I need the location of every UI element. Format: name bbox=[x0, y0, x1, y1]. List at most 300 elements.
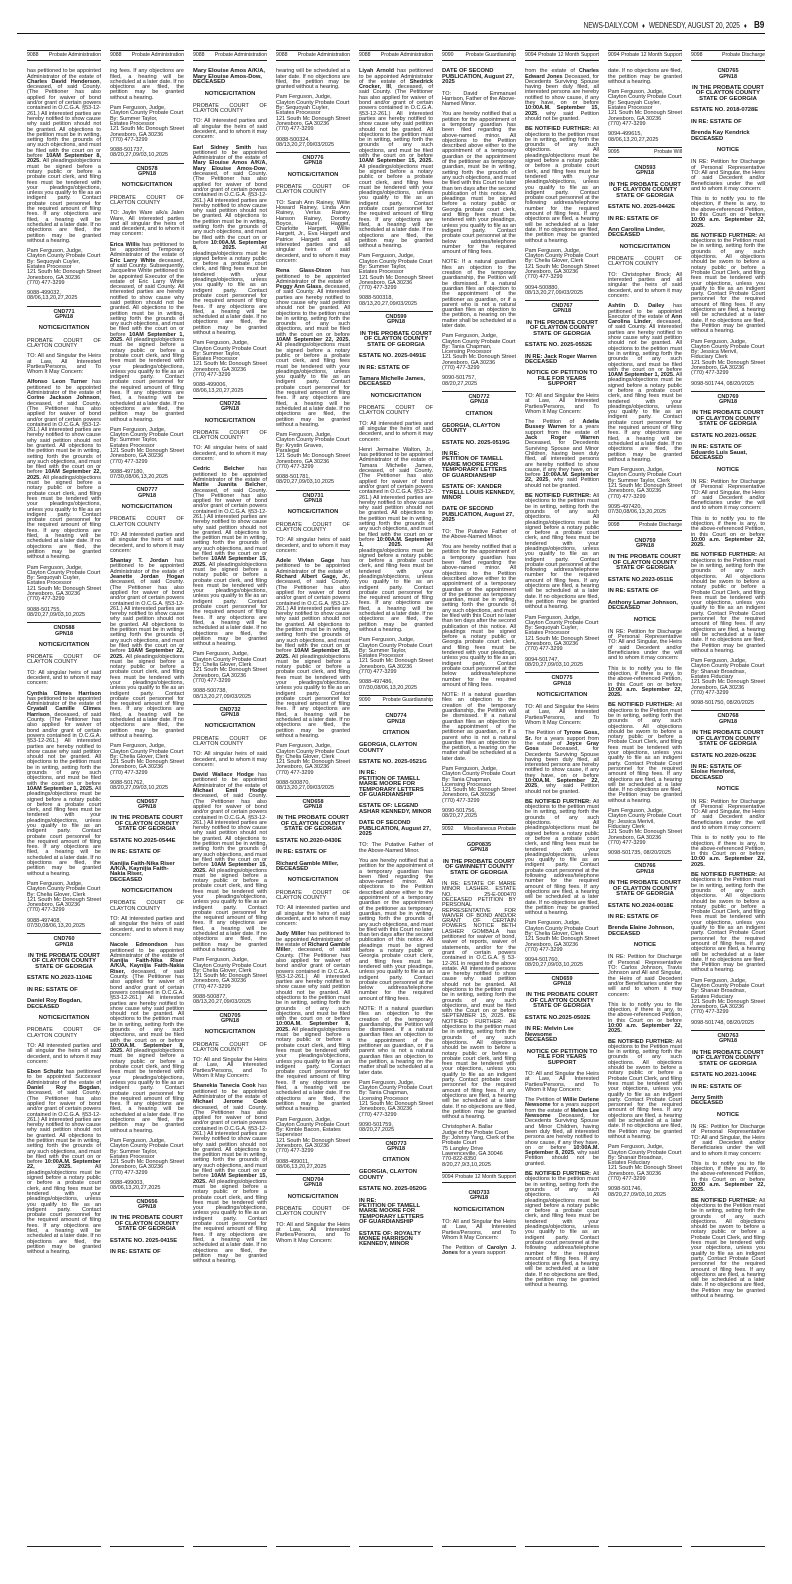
notice-paragraph bbox=[442, 1246, 516, 1257]
ad-number: 9094-501747, 08/20,27,09/03,10,2025 bbox=[525, 656, 584, 668]
notice-bold-heading: ESTATE NO.2023-1104E bbox=[27, 975, 93, 982]
notice-paragraph: PROBATE COURT OF CLAYTON COUNTY bbox=[193, 1041, 267, 1053]
notice-paragraph: TO: David Emmanuel Harrison, Father of the Above-Named Minor. bbox=[442, 90, 516, 108]
text-run: GPN18 bbox=[718, 1038, 738, 1045]
notice-paragraph: You are hereby notified that a petition for the appointment of a temporary guardian has been filed regarding the above-named minor. All objections to the Petition described above either to the appointment of a temporary guardian or the appointment of the petitioner as temporary guardian, must be in writing, setting forth the grounds of any such objections, and must be filed with this Court no later than ten days after the second publication of this notice. All pleadings must be signed before a notary public or Georgia probate court clerk, and filing fees must be tendered with your pleadings, unless you qualify to file as an indigent party. Contact probate court personnel at the below address/telephone number for the required amount of filing fees. bbox=[442, 111, 516, 256]
emphasized-text: Jeanette Jordan Hogan bbox=[110, 574, 184, 581]
emphasized-text: Kanijia Faith-Nika Riser A/K/A, Kaynijia Faith-Nakia Riser, bbox=[110, 958, 184, 975]
notice-code bbox=[525, 676, 599, 687]
emphasized-text: BE NOTIFIED FURTHER: bbox=[691, 232, 757, 239]
notice-signature bbox=[525, 921, 599, 953]
section-header bbox=[608, 147, 682, 158]
text-run: (The Petitioner has also applied for waiver of bond and/or grant of certain powers contained in O.C.G.A. §53-12-261.) All interested parties are hereby notified to show cause why said petition should not be granted. All objections to the petition must be in writing, setting forth the grounds of any such objections, and must be filed with the court on or before bbox=[276, 584, 350, 655]
text-run: By: Shanair Broadnax, Estates Fiduciary bbox=[691, 668, 747, 680]
text-run: CND732 bbox=[219, 706, 241, 713]
emphasized-text: Nacole Edmondson bbox=[110, 942, 168, 949]
notice-divider bbox=[525, 300, 599, 301]
text-run: Pam Ferguson, Judge, Clayton County Probate Court bbox=[608, 89, 682, 101]
issue-date: WEDNESDY, AUGUST 20, 2025 bbox=[648, 21, 740, 30]
text-run: By: Summer Taylor, Clerk bbox=[608, 477, 670, 484]
emphasized-text: 10:00A.M. September 1, 2025. bbox=[359, 536, 433, 549]
text-run: CND773 bbox=[385, 1140, 407, 1147]
emphasized-text: 10:00 a.m. September 22, 2025. bbox=[691, 217, 765, 229]
text-run: 121 South Mc Donough Street Jonesboro, GA 30236 (770) 477-3299 bbox=[691, 359, 765, 377]
text-run: GPN18 bbox=[303, 1182, 323, 1189]
notice-code bbox=[27, 310, 101, 321]
ad-number: 9098-501748, 08/20/2025 bbox=[691, 1019, 755, 1026]
notice-paragraph: TO: The Putative Father of the Above-Named Minor. bbox=[359, 842, 433, 854]
emphasized-text: Alfonso Leon Turner bbox=[27, 379, 88, 386]
emphasized-text: Michael Jerome Cook bbox=[193, 1099, 267, 1106]
emphasized-text: Peggy Ann Glass bbox=[276, 284, 322, 291]
notice-title: NOTICE bbox=[716, 786, 740, 793]
section-label: Probate Administration bbox=[48, 52, 101, 58]
emphasized-text: 10AM September 15, 2025. bbox=[359, 158, 433, 165]
text-run: All pleadings/objections must be signed before a notary public or before a probate court clerk, and filing fees must be tendered with your pleadings/objections, unless you qualify to file as an indigent party. Contact probate court personnel for the required amount of filing fees. If any objections are filed, a hearing will be scheduled at a later date. If no objections are filed, the petition may be granted without a hearing. bbox=[276, 653, 350, 739]
text-run: All pleadings/objections must be signed before a notary public or before a probate court clerk, and filing fees must be tendered with your pleadings/objections, unless you qualify to file as an indigent party. Contact probate court personnel for the required amount of filing fees. If any objections are filed, a hearing will be scheduled at a later date. If no objections are filed, the petition may be granted without a hearing. bbox=[110, 653, 184, 739]
notice-signature bbox=[276, 433, 350, 470]
notice-paragraph bbox=[608, 1040, 682, 1141]
text-run: By: Sequoyah Cuyler, Estates Processor bbox=[276, 105, 329, 117]
notice-bold-heading: ESTATE NO. 2025-0520G bbox=[359, 1186, 427, 1193]
text-run: CND772 bbox=[468, 393, 490, 400]
text-run: This is to notify you to file objection, if there is any, to the above-referenced Petition, in this Court on or before bbox=[691, 835, 765, 858]
notice-title: NOTICE bbox=[716, 1111, 740, 1118]
emphasized-text: Charles David Henderson bbox=[27, 78, 100, 85]
emphasized-text: Mary Elouise Amos A/K/A, Mary Elouise Amos-Dow bbox=[193, 160, 267, 172]
diamond-separator-icon: ♦ bbox=[641, 23, 645, 30]
section-header bbox=[359, 695, 433, 706]
notice-code bbox=[276, 800, 350, 811]
ad-number: 9088-499011, 08/06,13,20,27,2025 bbox=[276, 1158, 327, 1170]
text-run: CND657 bbox=[136, 798, 158, 805]
notice-signature bbox=[110, 744, 184, 776]
notice-bold-heading: GEORGIA, CLAYTON COUNTY bbox=[359, 1169, 417, 1181]
notice-title: NOTICE/CITATION bbox=[204, 90, 256, 97]
text-run: Pam Ferguson, Judge, Clayton County Probate Court bbox=[193, 340, 267, 352]
text-run: Pam Ferguson, Judge, Clayton County Probate Court bbox=[608, 467, 682, 479]
notice-paragraph: PROBATE COURT OF CLAYTON COUNTY bbox=[359, 405, 433, 417]
text-run: GPN18 bbox=[718, 73, 738, 80]
notice-paragraph bbox=[691, 197, 765, 229]
notice-title: NOTICE bbox=[716, 147, 740, 154]
emphasized-text: Shanekia Tanecia Cook bbox=[193, 1083, 256, 1090]
text-run: 121 South Mc Donough Street Jonesboro, GA 30236 (770) 477-3299 bbox=[110, 759, 184, 776]
text-run: , why said Petition should not be granted. bbox=[525, 1150, 599, 1167]
notice-signature bbox=[27, 566, 101, 603]
ad-number: 9088-501737, 08/20,27,09/03,10,2025 bbox=[110, 147, 169, 159]
emphasized-text: 10AM September 1, 2025. bbox=[27, 785, 94, 792]
notice-paragraph: TO: All interested parties and all singular the heirs of said decedent, and to whom it may concern: bbox=[276, 905, 350, 928]
notice-code bbox=[608, 166, 682, 177]
notice-paragraph: PROBATE COURT OF CLAYTON COUNTY bbox=[110, 900, 184, 912]
text-run: By: Chelia Glover, Clerk bbox=[193, 967, 252, 974]
text-run: 121 South Mc Donough Street Jonesboro, GA 30236 (770) 477-3299 bbox=[276, 115, 350, 133]
notice-signature bbox=[608, 90, 682, 127]
text-run: This is to notify you to file objection, if there is any, to the above-referenced Petition, in this Court on or before bbox=[691, 196, 765, 218]
emphasized-text: Melvin Lee Newsome bbox=[525, 1107, 599, 1120]
notice-paragraph: TO: All interested parties and all singular the heirs of said decedent, and to whom it may concern: bbox=[27, 1042, 101, 1065]
text-run: All pleadings/objections must be signed before a notary public or before a probate court clerk, and filing fees must be tendered with your pleadings/objections, unless you qualify to file as an indigent party. Contact probate court personnel for the required amount of filing fees. If any objections are filed, a hearing will be scheduled at a later date. If no objections are filed, the petition may be granted without a hearing. bbox=[276, 1026, 350, 1113]
notice-column bbox=[193, 50, 267, 1547]
notice-title: NOTICE/CITATION bbox=[619, 243, 671, 250]
notice-paragraph: TO: All and Singular the Heirs at Law, All Interested Parties/Persons, and To Whom It May Concern: bbox=[193, 1057, 267, 1080]
court-heading: IN THE PROBATE COURT OF CLAYTON COUNTY STATE OF GEORGIA bbox=[360, 330, 432, 348]
ad-number: 9088-500877, 08/13,20,27,09/03/2025 bbox=[193, 994, 252, 1006]
text-run: All pleadings/objections must be signed before a notary public or before a probate court clerk, and filing fees must be tendered with your pleadings/objections, unless you qualify to file as an indigent party. Contact probate court personnel for the required amount of filing fees. If any objections are filed, a hearing will be scheduled at a later date. If no objections are filed, the petition may be granted without a hearing. bbox=[359, 542, 433, 633]
text-run: By: Chelia Glover, Clerk bbox=[27, 891, 86, 898]
text-run: GPN18 bbox=[635, 543, 655, 550]
text-run: has petitioned to be appointed Administrator of the estate of bbox=[276, 931, 350, 949]
ad-number: 9088-499032, 08/06,13,20,27,2025 bbox=[27, 290, 78, 302]
notice-column bbox=[27, 50, 101, 1547]
text-run: GPN18 bbox=[469, 399, 489, 406]
text-run: , deceased, of said County. bbox=[27, 78, 101, 91]
emphasized-text: 10AM September 22, 2025. bbox=[276, 337, 350, 344]
notice-signature bbox=[110, 1139, 184, 1176]
emphasized-text: Daniel Roy Bogdan bbox=[27, 1085, 100, 1092]
notice-signature bbox=[110, 106, 184, 143]
notice-code bbox=[691, 1034, 765, 1045]
notice-signature bbox=[608, 1145, 682, 1182]
text-run: CND769 bbox=[717, 393, 739, 400]
text-run: deceased, of said County. bbox=[110, 579, 184, 586]
text-run: Pam Ferguson, Judge, Clayton County Probate Court bbox=[442, 766, 516, 778]
section-code: 9098 bbox=[608, 521, 620, 528]
emphasized-text: David Wallace Hodge bbox=[193, 772, 254, 779]
text-run: Pam Ferguson, Judge, Clayton County Probate Court bbox=[27, 564, 101, 576]
notice-code bbox=[276, 156, 350, 167]
text-run: CND726 bbox=[219, 400, 241, 407]
notice-bold-heading: ESTATE NO.2025-0502E bbox=[525, 1014, 591, 1021]
ad-number: 9088-497408, 07/30,08/06,13,20,2025 bbox=[27, 917, 86, 930]
notice-title: NOTICE/CITATION bbox=[287, 171, 339, 178]
text-run: , deceased, of said County. bbox=[27, 711, 101, 724]
notice-paragraph: IN RE: Petition for Discharge of Personal Representative TO: Carlos Johnson, Travis Johnson and All and Singular, the Heirs of said Decedent and/or Beneficiaries under the will and to whom it may concern: bbox=[608, 954, 682, 998]
section-header bbox=[110, 50, 184, 61]
text-run: This is to notify you to file objection, if there is any, to the above-referenced Petition, in this Court on or before bbox=[608, 665, 682, 688]
section-code: 9090 bbox=[442, 52, 454, 58]
notice-code bbox=[193, 402, 267, 413]
text-run: IN RE: Petition for Discharge of Personal Representative bbox=[691, 798, 765, 810]
text-run: GPN18 bbox=[635, 170, 655, 177]
notice-paragraph: You are hereby notified that a petition for the appointment of a temporary guardian has been filed regarding the above-named minor. All objections to the Petition described above either to the appointment of a temporary guardian or the appointment of the petitioner as temporary guardian, must be in writing, setting forth the grounds of any such objections, and must be filed with this Court no later than ten days after the second publication of this notice. All pleadings must be signed before a notary public or Georgia probate court clerk, and filing fees must be tendered with your pleadings, unless you qualify to file as an indigent party. Contact probate court personnel at the below address/telephone number for the required amount of filing fees. bbox=[442, 544, 516, 688]
court-heading: IN THE PROBATE COURT OF CLAYTON COUNTY STATE OF GEORGIA bbox=[526, 992, 598, 1010]
section-code: 9094 bbox=[442, 1173, 454, 1180]
notice-bold-heading: IN RE: Jack Roger Warren DECEASED bbox=[525, 353, 597, 366]
notice-bold-heading: Daniel Roy Bogdan, DECEASED bbox=[27, 998, 82, 1010]
court-heading: IN THE PROBATE COURT OF CLAYTON COUNTY STATE OF GEORGIA bbox=[277, 815, 349, 833]
text-run: CND658 bbox=[302, 798, 324, 805]
notice-bold-heading: DATE OF SECOND PUBLICATION, August 27, 2025 bbox=[442, 506, 514, 524]
text-run: from the estate of bbox=[525, 68, 579, 75]
court-heading: IN THE PROBATE COURT OF CLAYTON COUNTY STATE OF GEORGIA bbox=[692, 730, 764, 748]
text-run: Pam Ferguson, Judge, Clayton County Probate Court bbox=[27, 248, 101, 260]
notice-signature bbox=[608, 809, 682, 846]
text-run: 121 South Mc Donough Street Jonesboro, GA 30236 (770) 477-3299 bbox=[359, 658, 433, 676]
section-code: 9088 bbox=[193, 52, 205, 58]
text-run: (The Petitioner has also applied for waiver of bond and/or grant of certain powers contained in O.C.G.A. §53-12-261.) All interested parties are hereby notified to show cause why said petition should not be granted. All objections to the petition must be in writing, setting forth the grounds of any such objections, and must be filed with the court on or before bbox=[110, 584, 184, 655]
ad-number: 9088-500318, 08/13,20,27,09/03/2025 bbox=[359, 295, 418, 307]
text-run: 121 South Mc Donough Street Jonesboro, GA 30236 (770) 477-3299 bbox=[110, 1159, 184, 1176]
text-run: CND775 bbox=[551, 675, 573, 682]
emphasized-text: Ann Carolina Linder bbox=[608, 313, 682, 326]
notice-paragraph: IN RE: ESTATE OF MARIE MINOR LASHER. ESTATE NO. 25-E-000470 DECEASED PETITION BY PERSONAL REPRESENTATIVE FOR WAIVER OF BOND AND/OR GRANT OF CERTAIN POWERS NOTICE BETH LASHER GOMBALA has petitioned for waiver of bond, waiver of reports, waiver of statements, and/or for the grant of certain powers contained in O.C.G.A. § 53-12-261 in regard to the above estate. All interested persons are hereby notified to show cause why said petition should not be granted. All objections to the petition must be in writing, setting forth the grounds of any such objections, and must be filed with the Court on or before SEPTEMBER 15, 2025. BE NOTIFIED FURTHER: All objections to the petition must be in writing, setting forth the grounds of any such objections. All objections should be sworn to before a notary public or before a probate court clerk, and filing fees must be tendered with your objections, unless you qualify to file as an indigent party. Contact probate court personnel for the required amount of filing fees. If any objections are filed, a hearing will be scheduled at a later date. If no objections are filed, the petition may be granted without a hearing. bbox=[442, 881, 516, 1121]
notice-paragraph: hearing will be scheduled at a later date. If no objections are filed, the petition may be granted without a hearing. bbox=[276, 68, 350, 91]
text-run: By: Sequoyah Cuyler, Estates Processor bbox=[525, 625, 578, 637]
text-run: (The Petitioner has also applied for waiver of bond and/or grant of certain powers contained in O.C.G.A. §53-12-261.) All interested parties are hereby notified to show cause why said petition should not be granted. All objections to the petition must be in writing, setting forth the grounds of any such objections, and must be filed with the court on or before bbox=[27, 717, 101, 787]
section-header bbox=[27, 50, 101, 61]
text-run: CND578 bbox=[136, 165, 158, 172]
notice-divider bbox=[691, 1030, 765, 1031]
notice-bold-heading: ESTATE NO. 2025-0552E bbox=[525, 342, 593, 349]
emphasized-text: BE NOTIFIED FURTHER: bbox=[608, 1038, 674, 1045]
ad-number: 9094-501760, 08/20,27,09/03,10,2025 bbox=[525, 957, 584, 969]
text-run: GPN18 bbox=[718, 718, 738, 725]
emphasized-text: Carolyn J. Jones bbox=[442, 1245, 516, 1257]
text-run: All pleadings/objections must be signed before a notary public or before a probate court clerk, and filing fees must be tendered with your pleadings/objections, unless you qualify to file as an indigent party. Contact probate court personnel for the required amount of filing fees. If any objections are filed, a hearing will be scheduled at a later date. If no objections are filed, the petition may be granted without a hearing. bbox=[608, 372, 682, 463]
text-run: By: Shanair Broadnax, Estates Fiduciary bbox=[691, 988, 747, 1000]
notice-bold-heading: IN RE: ESTATE OF bbox=[691, 118, 742, 125]
notice-divider bbox=[359, 1138, 433, 1139]
notice-title: CITATION bbox=[465, 410, 493, 417]
ad-number: 9090-501756, 08/20,27,2025 bbox=[442, 808, 478, 820]
section-header bbox=[525, 50, 599, 61]
text-run: Deceased, for Decedents Surviving Spouse and Minor Children, bbox=[525, 440, 599, 457]
notice-bold-heading: IN RE: ESTATE OF bbox=[276, 849, 327, 856]
notice-divider bbox=[110, 484, 184, 485]
notice-divider bbox=[608, 860, 682, 861]
emphasized-text: Earl Sidney Smith bbox=[193, 144, 251, 151]
notice-paragraph bbox=[525, 494, 599, 611]
notice-paragraph bbox=[27, 380, 101, 560]
notice-bold-heading: Tamara Michelle James, DECEASED bbox=[359, 375, 425, 388]
section-label: Probate Guardianship bbox=[382, 696, 433, 703]
text-run: GPN18 bbox=[552, 680, 572, 687]
notice-paragraph: You are hereby notified that a petition for the appointment of a temporary guardian has been filed regarding the above-named minor. All objections to the Petition described above either to the appointment of a temporary guardian or the appointment of the petitioner as temporary guardian, must be in writing, setting forth the grounds of any such objections, and must be filed with this Court no later than ten days after the second publication of this notice. All pleadings must be signed before a notary public or Georgia probate court clerk, and filing fees must be tendered with your pleadings, unless you qualify to file as an indigent party. Contact probate court personnel at the below address/telephone number for the required amount of filing fees. bbox=[359, 857, 433, 1002]
section-label: Probate Guardianship bbox=[465, 52, 516, 58]
text-run: GPN18 bbox=[386, 718, 406, 725]
notice-paragraph: TO: All and Singular the Heirs at Law, All Interested Parties/Persons, and To Whom It May Concern: bbox=[27, 353, 101, 376]
text-run: By: Sequoyah Cuyler, Estates Processor bbox=[27, 575, 80, 587]
notice-bold-heading: IN RE: PETITION OF TAMELL MARIE MOORE FOR TEMPORARY LETTERS OF GUARDIANSHIP bbox=[359, 770, 424, 798]
notice-bold-heading: ESTATE NO. 2025-0442E bbox=[608, 204, 676, 211]
text-run: has petitioned to be appointed Executor of the estate of bbox=[608, 303, 682, 320]
section-label: Miscellaneous Probate bbox=[463, 825, 516, 832]
notice-bold-heading: IN RE: ESTATE OF bbox=[27, 986, 78, 993]
notice-paragraph bbox=[525, 800, 599, 917]
text-run: CND704 bbox=[302, 1177, 324, 1184]
text-run: All pleadings/objections must be signed before a notary public or before a probate court clerk, and filing fees must be tendered with your pleadings/objections, unless you qualify to file as an indigent party. Contact probate court personnel for the required amount of filing fees. If any objections are filed, a hearing will be scheduled at a later date. If no objections are filed, the petition may be granted without a hearing. bbox=[27, 158, 101, 244]
notice-paragraph bbox=[691, 517, 765, 549]
notice-bold-heading: ESTATE NO.2024-0018E bbox=[608, 902, 674, 909]
text-run: (The Petitioner has also applied for waiver of bond and/or grant of certain powers contained in O.C.G.A. §53-12-261.) All interested parties are hereby notified to show cause why said petition should not be granted. All objections to the petition must be in writing, setting forth the grounds of any such objections, and must be filed with the court on or before bbox=[359, 473, 433, 543]
text-run: CND776 bbox=[302, 155, 324, 162]
site-name: NEWS-DAILY.COM bbox=[583, 21, 638, 30]
text-run: has petitioned to be appointed Administrator of the estate of bbox=[110, 942, 184, 959]
section-header bbox=[359, 50, 433, 61]
text-run: , deceased, of said County. bbox=[359, 84, 433, 96]
section-code: 9092 bbox=[442, 825, 454, 832]
text-run: CND777 bbox=[136, 487, 158, 494]
notice-paragraph: TO: Christopher Brock; All interested parties and all singular the heirs of said decedent, and to whom it may concern: bbox=[608, 271, 682, 299]
notice-paragraph: TO: All interested parties and all singular the heirs of said decedent, and to whom it may concern: bbox=[359, 420, 433, 443]
text-run: , why said Petition should not be granted. bbox=[525, 783, 599, 795]
text-run: Deceased, for Decedents Surviving Spouse and Minor Children, bbox=[525, 1113, 599, 1130]
notice-title: NOTICE bbox=[633, 942, 657, 949]
text-run: CND599 bbox=[385, 314, 407, 321]
notice-paragraph bbox=[691, 873, 765, 974]
text-run: Pam Ferguson, Judge, Clayton County Probate Court bbox=[442, 333, 516, 345]
notice-paragraph: TO: All singular heirs of said decedent, and to whom it may concern: bbox=[193, 445, 267, 463]
ad-number: 9098-501746, 08/20,27,09/03,10,2025 bbox=[608, 1186, 667, 1198]
text-run: GPN18 bbox=[220, 712, 240, 719]
text-run: Deceased, for Decedents Surviving Spouse bbox=[525, 746, 599, 758]
notice-paragraph: PROBATE COURT OF CLAYTON COUNTY bbox=[27, 654, 101, 666]
notice-paragraph bbox=[359, 69, 433, 249]
notice-paragraph bbox=[525, 69, 599, 122]
notice-paragraph bbox=[525, 420, 599, 489]
notice-code bbox=[359, 1142, 433, 1153]
notice-signature bbox=[27, 882, 101, 914]
text-run: GPN18 bbox=[386, 1145, 406, 1152]
notice-paragraph bbox=[110, 943, 184, 1134]
emphasized-text: BE NOTIFIED FURTHER: bbox=[525, 126, 591, 133]
text-run: (The Petitioner has also applied for waiver of bond and/or grant of certain powers contained in O.C.G.A. §53-12-261.) All interested parties are hereby notified to show cause why said petition should not be granted. All objections to the petition must be in writing, setting forth the grounds of any such objections, and must be filed with the court on or before bbox=[27, 405, 101, 476]
notice-bold-heading: IN RE: ESTATE OF bbox=[608, 588, 659, 595]
notice-title: NOTICE/CITATION bbox=[121, 182, 173, 189]
notice-title: NOTICE/CITATION bbox=[38, 325, 90, 332]
text-run: Pam Ferguson, Judge, Clayton County Probate Court bbox=[27, 880, 101, 893]
text-run: By: Shanair Broadnax, Estates Fiduciary bbox=[608, 1154, 664, 1167]
emphasized-text: Richard Albert Gage, Jr. bbox=[276, 574, 349, 581]
text-run: CND763 bbox=[717, 1033, 739, 1040]
notice-divider bbox=[691, 391, 765, 392]
notice-divider bbox=[525, 973, 599, 974]
emphasized-text: Joyce Gray Goss bbox=[525, 740, 599, 753]
emphasized-text: 10:00 a.m. September 22, 2025. bbox=[691, 856, 765, 868]
text-run: All pleadings/objections must be signed before a notary public or before a probate court clerk, and filing fees must be tendered with your pleadings/objections, unless you qualify to file as an indigent party. Contact probate court personnel for the required amount of filing fees. If any objections are filed, a hearing will be scheduled at a later date. If no objections are filed, the petition may be granted without a hearing. bbox=[276, 342, 350, 428]
notice-bold-heading: IN RE: PETITION OF TAMELL MARIE MOORE FOR TEMPORARY LETTERS OF GUARDIANSHIP bbox=[442, 451, 507, 479]
text-run: CND733 bbox=[468, 1190, 490, 1197]
text-run: GPN18 bbox=[137, 803, 157, 810]
notice-paragraph bbox=[193, 146, 267, 337]
text-run: CND593 bbox=[634, 165, 656, 172]
notice-paragraph bbox=[691, 160, 765, 192]
text-run: By: Chelia Glover, Clerk bbox=[525, 931, 584, 937]
notice-bold-heading: Brenda Kay Kendrick DECEASED bbox=[691, 130, 750, 142]
text-run: All objections to the Petition must be in writing, setting forth the grounds of any such objections. All objections should be sworn to before a notary public or before a Probate Court Clerk, and filing fees must be tendered with your objections, unless you qualify to file as an indigent party. Contact Probate Court personnel for the required amount of filing fees. If any objections are filed, a hearing will be scheduled at a later date. If no objections are filed, the Petition may be granted without a hearing. bbox=[691, 1197, 765, 1299]
emphasized-text: 10AM September 1, 2025. bbox=[608, 372, 675, 379]
notice-bold-heading: Kanijia Faith-Nika Riser A/K/A, Kaynijia Faith-Nakia Riser, DECEASED bbox=[110, 860, 175, 883]
text-run: TO: All and Singular, the Heirs of said Decedent and/or Beneficiaries under the will and to whom it may concern: bbox=[691, 169, 765, 192]
text-run: , why said Petition should not be granted. bbox=[525, 477, 599, 489]
emphasized-text: Willie Darlene Newsome bbox=[525, 1097, 599, 1109]
notice-divider bbox=[27, 622, 101, 623]
notice-bold-heading: IN RE: ESTATE OF bbox=[691, 1083, 742, 1090]
emphasized-text: Ebon Schultz bbox=[27, 1069, 63, 1076]
emphasized-text: Cryatall Camille Climes Harrison bbox=[27, 706, 101, 718]
notice-bold-heading: ESTATE NO. 2018-0728E bbox=[691, 107, 759, 114]
text-run: By: Krystin Graves, Paralegal bbox=[276, 442, 324, 454]
section-header bbox=[442, 50, 516, 61]
notice-bold-heading: ESTATE NO. 2025-0521G bbox=[359, 758, 427, 765]
notice-paragraph bbox=[276, 932, 350, 1112]
notice-bold-heading: ESTATE NO.2020-0623E bbox=[691, 752, 757, 759]
text-run: By: Tania Chapman, Licensing Processor bbox=[442, 343, 492, 356]
text-run: All pleadings/objections must be signed before a notary public or before a probate court clerk, and filing fees must be tendered with your pleadings/objections, unless you qualify to file as an indigent party. Contact probate court personnel for the required amount of filing fees. If any objections are filed, a hearing will be scheduled at a later date. If no objections are filed, the petition may be granted without a hearing. bbox=[193, 1178, 267, 1265]
notice-bold-heading: ESTATE NO.2020-0430E bbox=[276, 837, 342, 844]
notice-title: NOTICE/CITATION bbox=[121, 888, 173, 895]
ad-number: 9098-501744, 08/20/2025 bbox=[691, 380, 755, 387]
emphasized-text: BE NOTIFIED FURTHER: bbox=[525, 798, 591, 805]
notice-signature bbox=[525, 249, 599, 281]
notice-column bbox=[276, 50, 350, 1547]
ad-number: 9094-500880, 08/13,20,27,09/03/2025 bbox=[525, 284, 584, 296]
section-header bbox=[608, 520, 682, 531]
notice-title: NOTICE/CITATION bbox=[38, 1015, 90, 1022]
text-run: has petitioned to be appointed Successor Administrator of the estate of bbox=[27, 1069, 101, 1086]
text-run: Pam Ferguson, Judge, Clayton County Probate Court bbox=[276, 94, 350, 106]
notice-paragraph: PROBATE COURT OF CLAYTON COUNTY bbox=[193, 429, 267, 442]
notice-column bbox=[608, 50, 682, 1547]
notice-code bbox=[27, 626, 101, 637]
notice-signature bbox=[442, 767, 516, 804]
notice-paragraph: TO: All singular heirs of said decedent, and to whom it may concern: bbox=[193, 751, 267, 768]
text-run: Pam Ferguson, Judge, Clayton County Probate Court bbox=[110, 105, 184, 117]
notice-paragraph: TO: All and Singular the Heirs at Law, All Interested Parties/Persons, and To Whom It May Concern: bbox=[276, 1221, 350, 1244]
emphasized-text: Erica Willis bbox=[110, 241, 140, 248]
notice-bold-heading: IN RE: ESTATE OF bbox=[608, 913, 659, 920]
text-run: Pam Ferguson, Judge, Clayton County Probate Court bbox=[691, 658, 765, 670]
text-run: for a years support from the estate of bbox=[525, 735, 599, 747]
notice-bold-heading: ESTATE NO. 2025-0491E bbox=[359, 353, 427, 360]
text-run: (The Petitioner has also applied for waiver of bond and/or grant of certain powers contained in O.C.G.A. §53-12-261.) All interested parties are hereby notified to show cause why said petition should not be granted. All objections to the petition must be in writing, setting forth the grounds of any such objections, and must be filed with the court on or before bbox=[27, 89, 101, 160]
text-run: By: Jessica Merivil, Fiduciary Clerk bbox=[691, 349, 738, 361]
text-run: has petitioned to be appointed Administrator of the estate of bbox=[193, 772, 267, 789]
emphasized-text: Mattie Juanita Belcher bbox=[193, 482, 266, 489]
notice-paragraph bbox=[691, 234, 765, 335]
text-run: Pam Ferguson, Judge, Clayton County Probate Court bbox=[276, 1116, 350, 1128]
text-run: All objections to the Petition must be in writing, setting forth the grounds of any such objections. All objections should be sworn to before a notary public or before a Probate Court Clerk, and filing fees must be tendered with your objections, unless you qualify to file as an indigent party. Contact Probate Court personnel for the required amount of filing fees. If any objections are filed, a hearing will be scheduled at a later date. If no objections are filed, the Petition may be granted without a hearing. bbox=[691, 232, 765, 335]
notice-paragraph: NOTE: If a natural guardian files an objection to the creation of the temporary guardianship, the Petition will be dismissed. If a natural guardian files an objection to the appointment of the petitioner as guardian, or if a parent who is not a natural guardian files an objection to the petition, a hearing on the matter shall be scheduled at a later date. bbox=[359, 1006, 433, 1076]
notice-title: NOTICE/CITATION bbox=[453, 1206, 505, 1213]
notice-paragraph bbox=[691, 1125, 765, 1157]
notice-title: NOTICE/CITATION bbox=[204, 723, 256, 730]
ad-number: 9088-501762, 08/20,27,09/03,10,2025 bbox=[110, 780, 169, 792]
text-run: Pam Ferguson, Judge, Clayton County Probate Court bbox=[359, 253, 433, 265]
ad-number: 9088-497180, 07/30,08/06,13,20,2025 bbox=[110, 468, 169, 481]
text-run: CND774 bbox=[385, 713, 407, 720]
notice-bold-heading: IN RE: ESTATE OF bbox=[110, 1249, 161, 1256]
court-heading: IN THE PROBATE COURT OF CLAYTON COUNTY STATE OF GEORGIA bbox=[609, 181, 681, 199]
text-run: All pleadings/objections must be signed before a notary public or before a probate court clerk, and filing fees must be tendered with your pleadings/objections, unless you qualify to file as an indigent party. Contact probate court personnel for the required amount of filing fees. If any objections are filed, a hearing will be scheduled at a later date. If no objections are filed, the petition may be granted without a hearing. bbox=[110, 337, 184, 423]
text-run: The Petition of bbox=[525, 419, 583, 426]
notice-column bbox=[525, 50, 599, 1547]
section-label: Probate 12 Month Support bbox=[538, 52, 599, 58]
notice-paragraph bbox=[27, 692, 101, 877]
ad-number: 9098-501750, 08/20/2025 bbox=[691, 700, 755, 707]
notice-bold-heading: Mary Elouise Amos A/K/A, Mary Elouise Amos-Dow, DECEASED bbox=[193, 68, 266, 86]
notice-paragraph: NOTE: If a natural guardian files an objection to the creation of the temporary guardianship, the Petition will be dismissed. If a natural guardian files an objection to the appointment of the petitioner as guardian, or if a parent who is not a natural guardian files an objection to the petition, a hearing on the matter shall be scheduled at a later date. bbox=[442, 259, 516, 329]
notice-divider bbox=[525, 672, 599, 673]
notice-divider bbox=[276, 490, 350, 491]
notice-bold-heading: ESTATE NO.2021-1004E bbox=[691, 1072, 757, 1079]
text-run: for a years support bbox=[457, 1250, 506, 1257]
text-run: This is to notify you to file objection, if there is any, to the above-referenced Petition, in this Court on or before bbox=[691, 515, 765, 538]
notice-signature bbox=[110, 428, 184, 465]
text-run: IN RE: Petition for Discharge of Personal Representative bbox=[691, 478, 765, 491]
